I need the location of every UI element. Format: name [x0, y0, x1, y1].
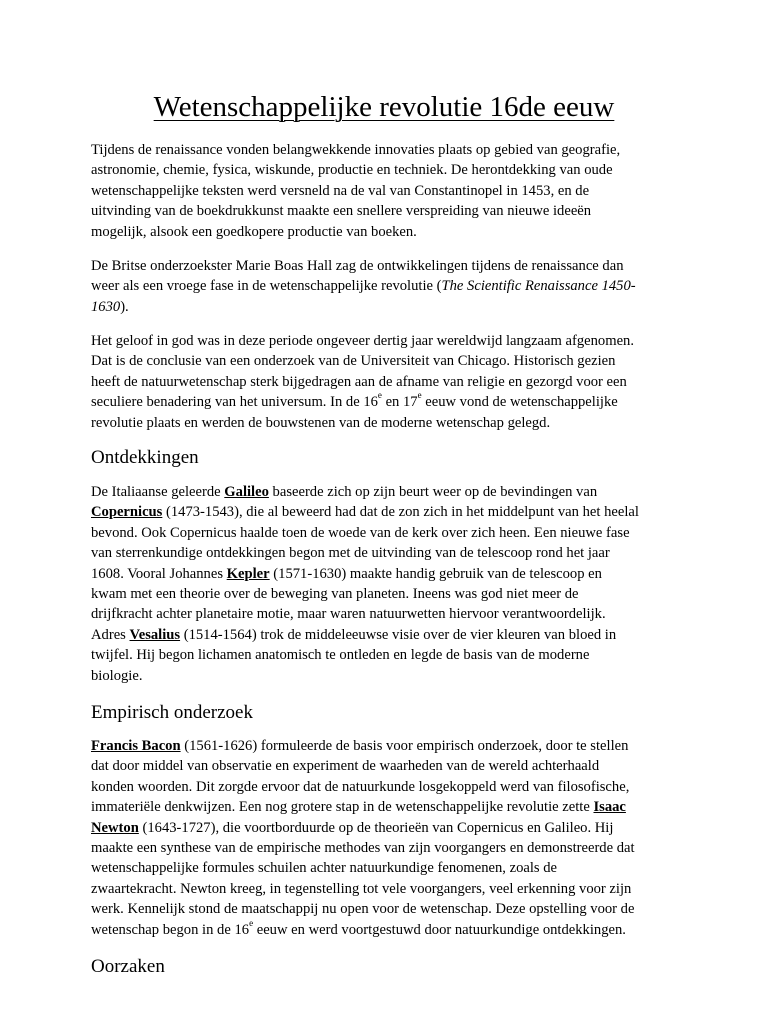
text-line	[91, 736, 681, 756]
text-line: wetenschappelijke teksten werd versneld na de val van Constantinopel in 1453, en de	[91, 182, 590, 199]
text-segment: wetenschap begon in de 16	[91, 921, 250, 938]
text-segment: (1561-1626) formuleerde de basis voor empirisch onderzoek, door te stellen	[180, 738, 629, 754]
text-segment: eeuw vond de wetenschappelijke	[421, 394, 618, 411]
text-line: werk. Kennelijk stond de maatschappij nu open voor de wetenschap. Deze opstelling voor de	[91, 901, 635, 918]
text-line	[91, 564, 681, 584]
text-line	[91, 917, 681, 940]
text-line	[91, 818, 681, 838]
text-segment: Adres	[91, 626, 130, 643]
text-segment: en 17	[381, 394, 418, 411]
paragraph-geloof	[91, 331, 681, 433]
text-line: Tijdens de renaissance vonden belangwekkende innovaties plaats op gebied van geografie,	[91, 142, 621, 158]
text-line	[91, 276, 681, 296]
text-line: drijfkracht achter planetaire motie, maar waren natuurwetten hiervoor verantwoordelijk.	[91, 606, 606, 623]
text-segment: baseerde zich op zijn beurt weer op de bevindingen van	[268, 484, 598, 500]
text-line: revolutie plaats en werden de bouwstenen van de moderne wetenschap gelegd.	[91, 414, 551, 431]
text-segment: eeuw en werd voortgestuwd door natuurkundige ontdekkingen.	[253, 921, 626, 938]
text-line	[91, 502, 681, 522]
section-heading-empirisch: Empirisch onderzoek	[91, 702, 253, 723]
text-line: dat door middel van observatie en experiment de waarheden van de wereld achterhaald	[91, 758, 600, 775]
section-heading-ontdekkingen: Ontdekkingen	[91, 447, 199, 468]
superscript: e	[377, 390, 382, 401]
text-line: wetenschappelijke formules schuilen achter natuurkundige fenomenen, zoals de	[91, 860, 558, 877]
text-segment: seculiere benadering van het universum. In de 16	[91, 394, 378, 411]
superscript: e	[249, 917, 254, 928]
text-segment: De Italiaanse geleerde	[91, 484, 225, 500]
text-line	[91, 392, 681, 412]
paragraph-intro	[91, 140, 681, 242]
text-line	[91, 625, 681, 645]
text-line: Het geloof in god was in deze periode ongeveer dertig jaar wereldwijd langzaam afgenomen.	[91, 333, 634, 349]
text-line	[91, 482, 681, 502]
text-line	[91, 297, 681, 317]
book-title: The Scientific Renaissance 1450-	[441, 278, 636, 295]
text-segment: immateriële denkwijzen. Een nog grotere stap in de wetenschappelijke revolutie zette	[91, 799, 594, 816]
text-line: heeft de natuurwetenschap sterk bijgedragen aan de afname van religie en gezorgd voor een	[91, 373, 627, 390]
text-segment: (1571-1630) maakte handig gebruik van de telescoop en	[269, 565, 602, 582]
text-line	[91, 797, 681, 817]
text-line: maakte een synthese van de empirische methodes van zijn voorgangers en demonstreerde dat	[91, 840, 635, 857]
text-line: astronomie, chemie, fysica, wiskunde, productie en techniek. De herontdekking van oude	[91, 162, 613, 179]
paragraph-empirisch	[91, 736, 681, 940]
page-title: Wetenschappelijke revolutie 16de eeuw	[153, 91, 615, 123]
text-segment: ).	[120, 298, 129, 315]
paragraph-boas-hall	[91, 256, 681, 317]
text-line: twijfel. Hij begon lichamen anatomisch te ontleden en legde de basis van de moderne	[91, 647, 590, 664]
text-line: biologie.	[91, 667, 143, 684]
book-title-year: 1630	[91, 298, 121, 315]
link-francis-bacon[interactable]: Francis Bacon	[91, 738, 181, 754]
text-line: mogelijk, alsook een goedkopere productie van boeken.	[91, 223, 417, 240]
text-segment: 1608. Vooral Johannes	[91, 565, 227, 582]
text-line: zwaartekracht. Newton kreeg, in tegenstelling tot vele voorgangers, veel erkenning voor zijn	[91, 880, 632, 897]
text-line: kwam met een theorie over de beweging van planeten. Ineens was god niet meer de	[91, 586, 579, 603]
link-copernicus[interactable]: Copernicus	[91, 504, 163, 521]
text-line: bevond. Ook Copernicus haalde toen de woede van de kerk over zich heen. Een nieuwe fase	[91, 524, 630, 541]
text-line: van sterrenkundige ontdekkingen begon met de uitvinding van de telescoop rond het jaar	[91, 545, 610, 562]
text-segment: (1514-1564) trok de middeleeuwse visie over de vier kleuren van bloed in	[180, 626, 617, 643]
text-segment: weer als een vroege fase in de wetenschappelijke revolutie (	[91, 278, 442, 295]
text-line: konden woorden. Dit zorgde ervoor dat de natuurkunde losgekoppeld werd van filosofische,	[91, 778, 630, 795]
text-line: Dat is de conclusie van een onderzoek van de Universiteit van Chicago. Historisch gezien	[91, 353, 616, 370]
paragraph-ontdekkingen	[91, 482, 681, 686]
text-line: uitvinding van de boekdrukkunst maakte een snellere verspreiding van nieuwe ideeën	[91, 203, 592, 220]
text-line: De Britse onderzoekster Marie Boas Hall zag de ontwikkelingen tijdens de renaissance dan	[91, 258, 624, 274]
link-isaac-newton[interactable]: Isaac	[593, 799, 626, 816]
section-heading-oorzaken: Oorzaken	[91, 956, 165, 977]
link-isaac-newton[interactable]: Newton	[91, 819, 139, 836]
text-segment: (1473-1543), die al beweerd had dat de zon zich in het middelpunt van het heelal	[162, 504, 639, 521]
text-segment: (1643-1727), die voortborduurde op de theorieën van Copernicus en Galileo. Hij	[138, 819, 614, 836]
link-galileo[interactable]: Galileo	[224, 484, 269, 500]
superscript: e	[417, 390, 422, 401]
link-kepler[interactable]: Kepler	[226, 565, 270, 582]
link-vesalius[interactable]: Vesalius	[129, 626, 181, 643]
